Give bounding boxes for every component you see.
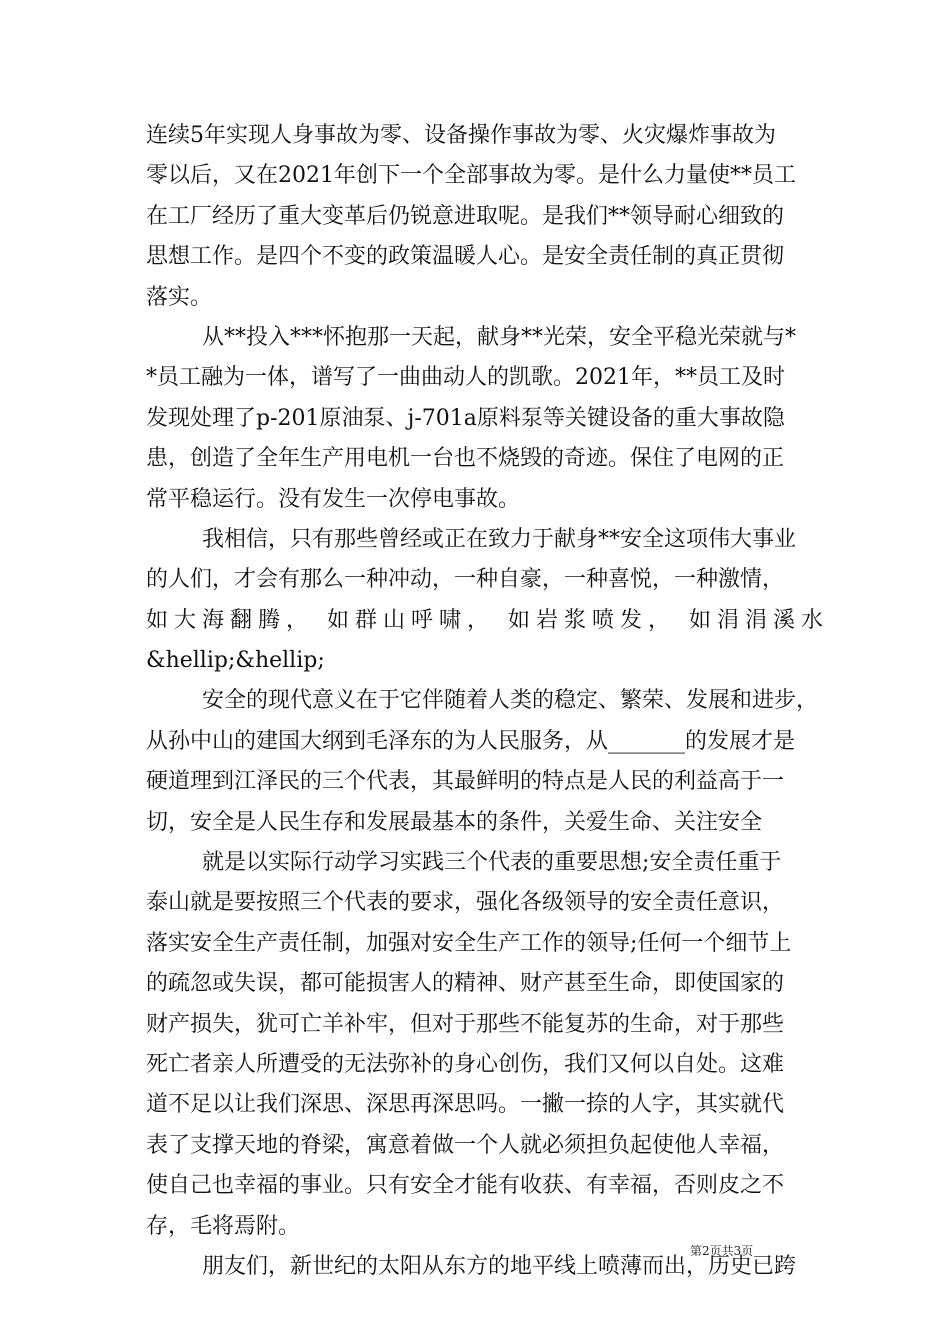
text-line: &hellip;&hellip; [146,648,325,674]
paragraph-first-line: 安全的现代意义在于它伴随着人类的稳定、繁荣、发展和进步， [202,688,819,714]
text-line: 死亡者亲人所遭受的无法弥补的身心创伤，我们又何以自处。这难 [146,1051,785,1077]
text-line: 表了支撑天地的脊梁，寓意着做一个人就必须担负起使他人幸福， [146,1132,785,1158]
text-line: 落实安全生产责任制，加强对安全生产工作的领导;任何一个细节上 [146,930,792,956]
text-line: 连续5年实现人身事故为零、设备操作事故为零、火灾爆炸事故为 [146,123,776,148]
text-line: 使自己也幸福的事业。只有安全才能有收获、有幸福，否则皮之不 [146,1173,785,1199]
page-number: 第2页共3页 [690,1244,754,1258]
text-line: 道不足以让我们深思、深思再深思吗。一撇一捺的人字，其实就代 [146,1092,785,1118]
text-line: 思想工作。是四个不变的政策温暖人心。是安全责任制的真正贯彻 [146,244,785,270]
document-body [146,116,829,1287]
text-line: 的疏忽或失误，都可能损害人的精神、财产甚至生命，即使国家的 [146,971,785,997]
text-line: 发现处理了p-201原油泵、j-701a原料泵等关键设备的重大事故隐 [146,405,785,431]
paragraph-first-line: 我相信，只有那些曾经或正在致力于献身**安全这项伟大事业 [202,526,797,552]
text-line: 在工厂经历了重大变革后仍锐意进取呢。是我们**领导耐心细致的 [146,203,785,229]
paragraph-first-line: 朋友们，新世纪的太阳从东方的地平线上喷薄而出，历史已跨 [202,1253,797,1279]
text-line: 落实。 [146,284,213,310]
text-line: 常平稳运行。没有发生一次停电事故。 [146,486,521,512]
text-line: 财产损失，犹可亡羊补牢，但对于那些不能复苏的生命，对于那些 [146,1011,785,1037]
text-line: 存，毛将焉附。 [146,1213,301,1239]
paragraph-first-line: 从**投入***怀抱那一天起，献身**光荣，安全平稳光荣就与* [202,324,797,350]
text-line: 硬道理到江泽民的三个代表，其最鲜明的特点是人民的利益高于一 [146,769,785,795]
text-line: 零以后，又在2021年创下一个全部事故为零。是什么力量使**员工 [146,163,796,189]
text-line: *员工融为一体，谱写了一曲曲动人的凯歌。2021年，**员工及时 [146,365,785,391]
text-line: 患，创造了全年生产用电机一台也不烧毁的奇迹。保住了电网的正 [146,446,785,472]
text-line: 泰山就是要按照三个代表的要求，强化各级领导的安全责任意识， [146,890,785,916]
text-line: 切，安全是人民生存和发展最基本的条件，关爱生命、关注安全 [146,809,763,835]
text-line: 的人们，才会有那么一种冲动，一种自豪，一种喜悦，一种激情， [146,567,785,593]
text-line: 从孙中山的建国大纲到毛泽东的为人民服务，从_______的发展才是 [146,728,796,754]
text-line: 如大海翻腾， 如群山呼啸， 如岩浆喷发， 如涓涓溪水 [146,607,829,633]
paragraph-first-line: 就是以实际行动学习实践三个代表的重要思想;安全责任重于 [202,850,782,876]
